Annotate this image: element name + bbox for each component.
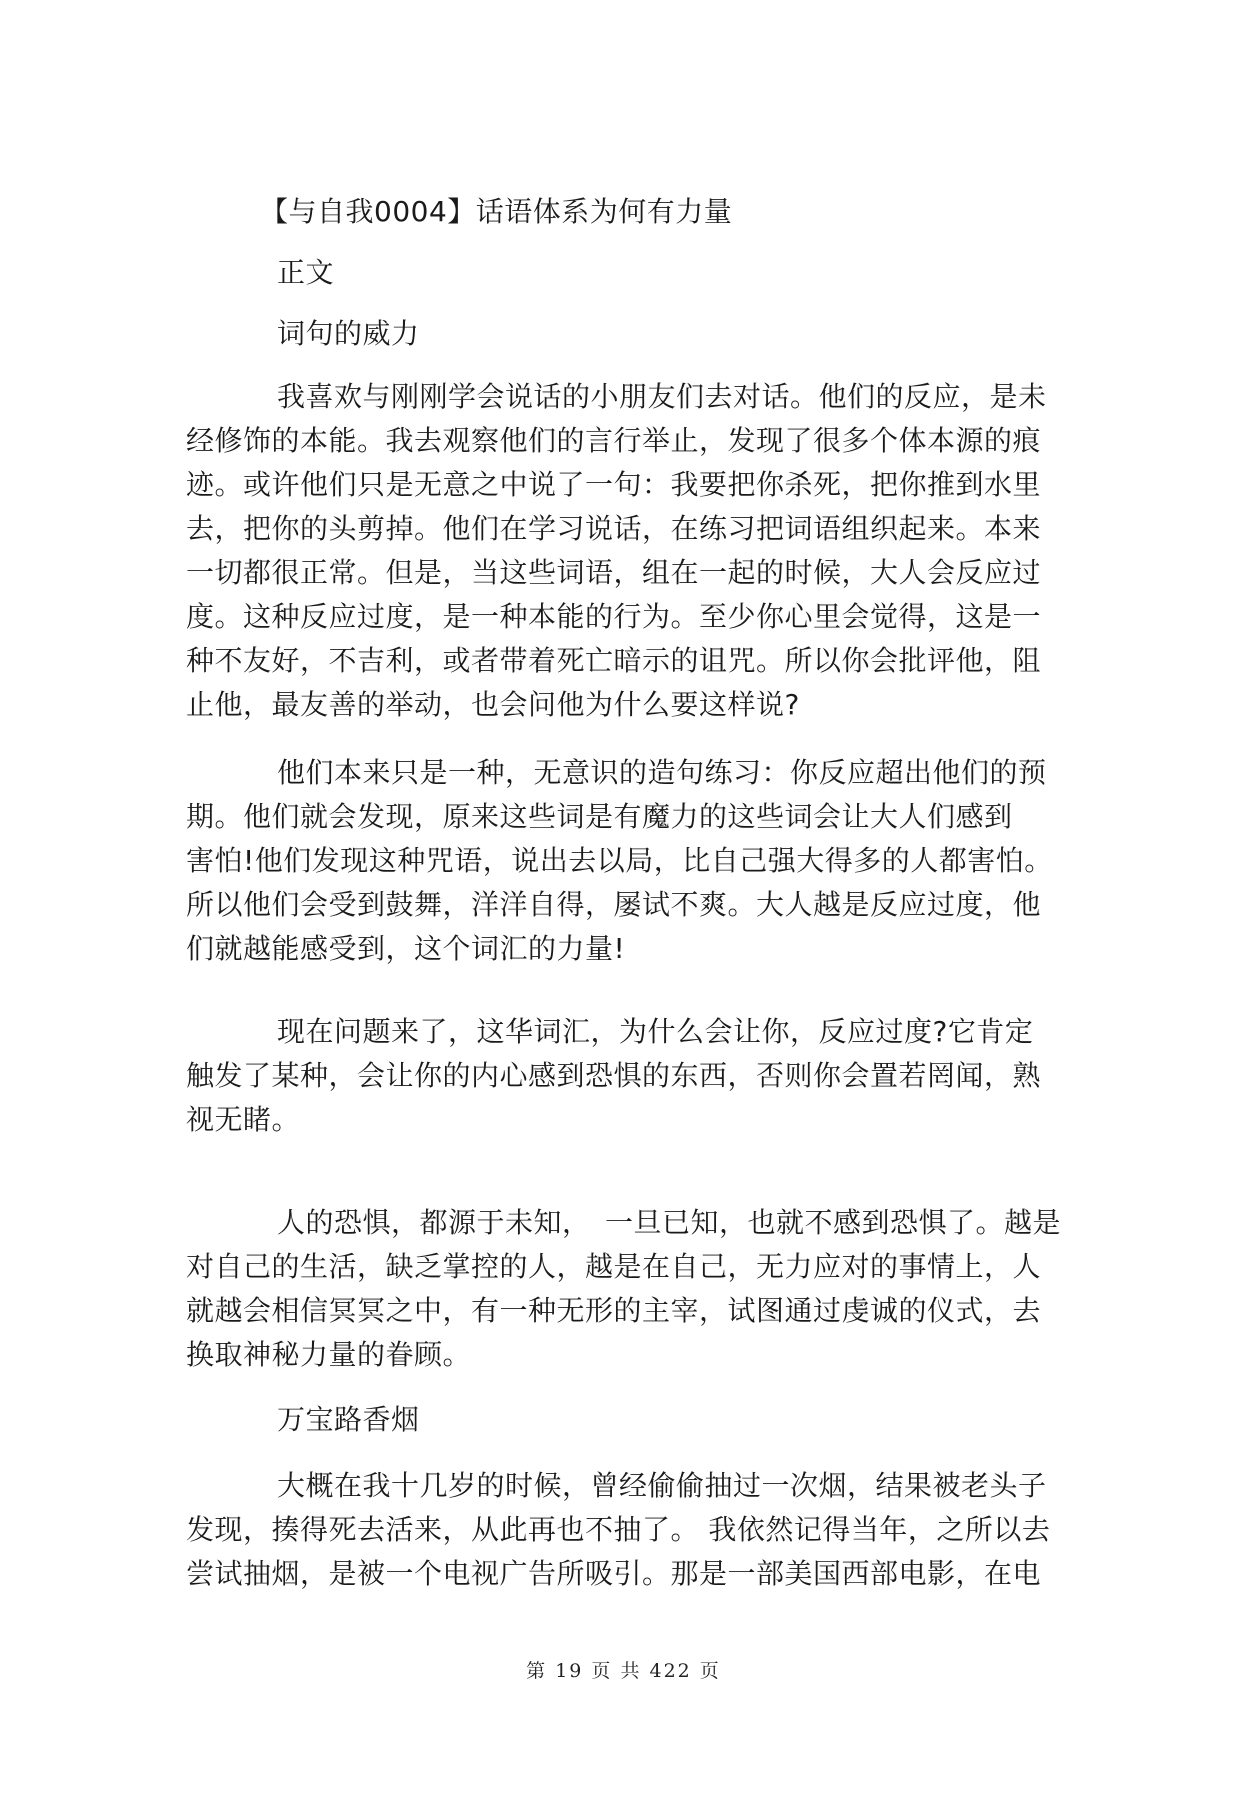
subheading-marlboro: 万宝路香烟: [277, 1403, 420, 1436]
paragraph-line: 止他，最友善的举动，也会问他为什么要这样说?: [186, 688, 800, 721]
paragraph-line: 一切都很正常。但是，当这些词语，组在一起的时候，大人会反应过: [186, 556, 1042, 589]
paragraph-line: 去，把你的头剪掉。他们在学习说话，在练习把词语组织起来。本来: [186, 512, 1042, 545]
paragraph-line: 期。他们就会发现，原来这些词是有魔力的这些词会让大人们感到: [186, 800, 1013, 833]
document-title: 【与自我0004】话语体系为何有力量: [260, 195, 733, 228]
paragraph-line: 种不友好，不吉利，或者带着死亡暗示的诅咒。所以你会批评他，阻: [186, 644, 1042, 677]
paragraph-line: 就越会相信冥冥之中，有一种无形的主宰，试图通过虔诚的仪式，去: [186, 1294, 1042, 1327]
paragraph-line: 触发了某种，会让你的内心感到恐惧的东西，否则你会置若罔闻，熟: [186, 1059, 1042, 1092]
paragraph-line: 们就越能感受到，这个词汇的力量!: [186, 932, 626, 965]
paragraph-line: 视无睹。: [186, 1103, 301, 1136]
page-number-footer: 第 19 页 共 422 页: [526, 1660, 721, 1682]
paragraph-line: 他们本来只是一种，无意识的造句练习：你反应超出他们的预: [277, 756, 1047, 789]
paragraph-line: 我喜欢与刚刚学会说话的小朋友们去对话。他们的反应，是未: [277, 380, 1047, 413]
subheading-words-power: 词句的威力: [277, 317, 420, 350]
paragraph-line: 迹。或许他们只是无意之中说了一句：我要把你杀死，把你推到水里: [186, 468, 1042, 501]
paragraph-line: 害怕!他们发现这种咒语，说出去以局，比自己强大得多的人都害怕。: [186, 844, 1053, 877]
paragraph-line: 大概在我十几岁的时候，曾经偷偷抽过一次烟，结果被老头子: [277, 1469, 1047, 1502]
paragraph-line: 尝试抽烟，是被一个电视广告所吸引。那是一部美国西部电影，在电: [186, 1557, 1042, 1590]
paragraph-line: 对自己的生活，缺乏掌控的人，越是在自己，无力应对的事情上，人: [186, 1250, 1042, 1283]
paragraph-line: 换取神秘力量的眷顾。: [186, 1338, 472, 1371]
paragraph-line: 现在问题来了，这华词汇，为什么会让你，反应过度?它肯定: [277, 1015, 1034, 1048]
paragraph-line: 经修饰的本能。我去观察他们的言行举止，发现了很多个体本源的痕: [186, 424, 1042, 457]
paragraph-line: 发现，揍得死去活来，从此再也不抽了。 我依然记得当年，之所以去: [186, 1513, 1051, 1546]
section-label: 正文: [277, 256, 335, 289]
paragraph-line: 度。这种反应过度，是一种本能的行为。至少你心里会觉得，这是一: [186, 600, 1042, 633]
paragraph-line: 所以他们会受到鼓舞，洋洋自得，屡试不爽。大人越是反应过度，他: [186, 888, 1042, 921]
paragraph-line: 人的恐惧，都源于未知， 一旦已知，也就不感到恐惧了。越是: [277, 1206, 1062, 1239]
